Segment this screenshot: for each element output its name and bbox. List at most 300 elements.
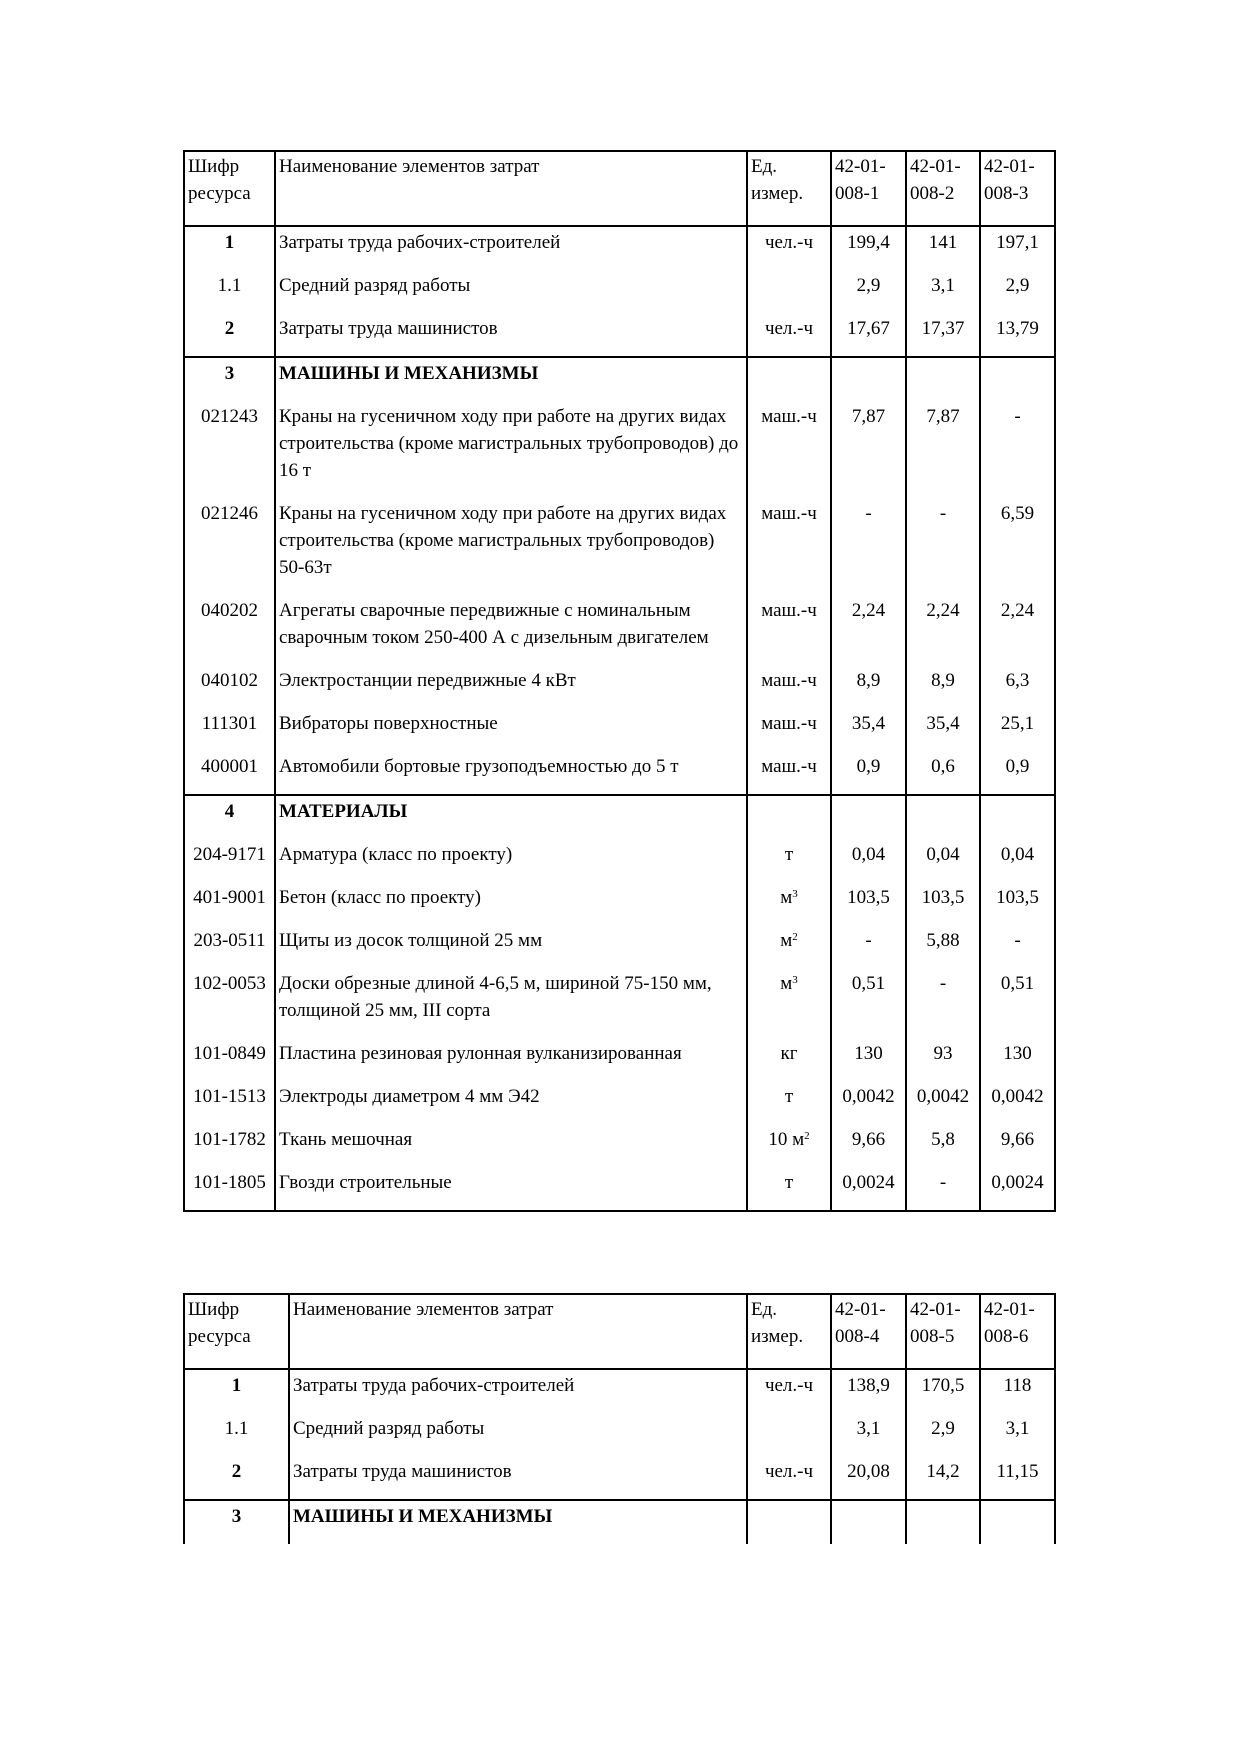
cost-name-cell-text: Затраты труда рабочих-строителей — [293, 1375, 575, 1396]
cost-name-cell — [275, 1167, 747, 1211]
unit-cell-text: маш.-ч — [761, 600, 817, 621]
table-row — [184, 1124, 1055, 1167]
cost-name-cell — [275, 925, 747, 968]
norm-value-cell — [980, 357, 1055, 401]
header-line: 008-5 — [910, 1326, 955, 1347]
resource-code-cell-text: 2 — [231, 1461, 242, 1482]
norm-value-cell-text: 141 — [928, 232, 958, 253]
resource-code-cell — [184, 313, 275, 357]
norm-value-cell-text: 118 — [1003, 1375, 1032, 1396]
norm-value-cell — [980, 708, 1055, 751]
norm-value-cell-text: 6,3 — [1005, 670, 1030, 691]
resource-code-cell-text: 040202 — [201, 600, 258, 621]
unit-cell — [747, 595, 831, 665]
norm-value-cell — [831, 751, 906, 795]
header-line: Шифр — [188, 156, 240, 177]
norm-value-cell-text: 9,66 — [851, 1129, 886, 1150]
norm-value-cell — [906, 1500, 980, 1544]
norm-value-cell-text: 0,0024 — [991, 1172, 1044, 1193]
resource-code-cell — [184, 357, 275, 401]
norm-value-cell — [831, 595, 906, 665]
norm-value-cell — [831, 1500, 906, 1544]
resource-code-cell-text: 4 — [224, 801, 235, 822]
norm-value-cell-text: 14,2 — [926, 1461, 960, 1482]
resource-code-cell-text: 401-9001 — [193, 887, 266, 908]
cost-name-cell-text: МАШИНЫ И МЕХАНИЗМЫ — [279, 363, 539, 384]
resource-code-cell — [184, 401, 275, 498]
resource-code-cell-text: 040102 — [201, 670, 258, 691]
unit-superscript: 3 — [792, 974, 798, 986]
unit-cell — [747, 313, 831, 357]
resource-code-cell — [184, 1167, 275, 1211]
cost-name-cell-text: Автомобили бортовые грузоподъемностью до 5 т — [279, 756, 679, 777]
resource-code-cell-text: 1.1 — [224, 1418, 249, 1439]
header-norm-b — [906, 151, 980, 226]
norm-value-cell — [831, 1167, 906, 1211]
cost-name-cell-text: Бетон (класс по проекту) — [279, 887, 482, 908]
norm-value-cell-text: 5,88 — [926, 930, 960, 951]
norm-value-cell — [980, 968, 1055, 1038]
norm-value-cell-text: 7,87 — [926, 406, 960, 427]
norm-value-cell-text: 35,4 — [926, 713, 960, 734]
resource-code-cell-text: 111301 — [201, 713, 258, 734]
unit-cell-text: м — [780, 930, 793, 951]
table-1-body — [184, 151, 1055, 1211]
norm-value-cell-text: 0,0042 — [991, 1086, 1044, 1107]
header-line: 42-01- — [910, 1299, 961, 1320]
cost-name-cell-text: МАТЕРИАЛЫ — [279, 801, 408, 822]
resource-code-cell — [184, 595, 275, 665]
table-row — [184, 1413, 1055, 1456]
header-cost-name — [289, 1294, 747, 1369]
unit-cell — [747, 1038, 831, 1081]
resource-code-cell-text: 2 — [224, 318, 235, 339]
norm-value-cell-text: 3,1 — [931, 275, 955, 296]
cost-name-cell-text: Щиты из досок толщиной 25 мм — [279, 930, 543, 951]
norm-value-cell — [980, 751, 1055, 795]
norm-value-cell — [906, 665, 980, 708]
norm-value-cell-text: 2,24 — [926, 600, 960, 621]
norm-value-cell — [906, 595, 980, 665]
norm-value-cell-text: 2,24 — [1000, 600, 1035, 621]
norm-value-cell — [906, 1456, 980, 1500]
unit-superscript: 2 — [792, 931, 798, 943]
table-row — [184, 882, 1055, 925]
table-row — [184, 839, 1055, 882]
resource-code-cell — [184, 1369, 289, 1413]
unit-cell — [747, 1500, 831, 1544]
header-line: ресурса — [188, 183, 251, 204]
unit-cell — [747, 1081, 831, 1124]
resource-code-cell — [184, 1124, 275, 1167]
unit-cell-text: чел.-ч — [764, 1461, 814, 1482]
header-line: 008-4 — [835, 1326, 880, 1347]
unit-cell — [747, 795, 831, 839]
norm-value-cell-text: 8,9 — [931, 670, 955, 691]
norm-value-cell-text: 5,8 — [931, 1129, 955, 1150]
cost-name-cell — [275, 270, 747, 313]
resource-code-cell-text: 021246 — [201, 503, 258, 524]
header-line: 42-01- — [910, 156, 961, 177]
norm-value-cell-text: 17,67 — [847, 318, 890, 339]
norm-value-cell-text: - — [939, 503, 947, 524]
table-row — [184, 795, 1055, 839]
norm-value-cell-text: 0,0024 — [842, 1172, 895, 1193]
cost-name-cell-text: Пластина резиновая рулонная вулканизированная — [279, 1043, 682, 1064]
resource-code-cell-text: 021243 — [201, 406, 258, 427]
norm-value-cell — [906, 1038, 980, 1081]
norm-value-cell-text: 0,51 — [1000, 973, 1035, 994]
resource-code-cell-text: 101-0849 — [193, 1043, 266, 1064]
norm-value-cell — [906, 498, 980, 595]
resource-code-cell — [184, 1500, 289, 1544]
header-line: измер. — [751, 1326, 804, 1347]
cost-name-cell — [275, 968, 747, 1038]
header-unit — [747, 1294, 831, 1369]
resource-code-cell — [184, 1081, 275, 1124]
header-line: измер. — [751, 183, 804, 204]
norm-value-cell — [980, 1081, 1055, 1124]
cost-name-cell — [275, 1081, 747, 1124]
resource-code-cell — [184, 1038, 275, 1081]
header-norm-c — [980, 151, 1055, 226]
cost-name-cell — [275, 226, 747, 270]
unit-cell-text: кг — [780, 1043, 798, 1064]
norm-value-cell — [906, 313, 980, 357]
norm-value-cell-text: 0,9 — [856, 756, 881, 777]
unit-cell-text: т — [784, 1172, 794, 1193]
norm-value-cell-text: 170,5 — [921, 1375, 965, 1396]
unit-superscript: 3 — [792, 888, 798, 900]
table-row — [184, 357, 1055, 401]
norm-value-cell — [980, 1369, 1055, 1413]
cost-name-cell-text: Средний разряд работы — [293, 1418, 485, 1439]
norm-value-cell — [906, 1369, 980, 1413]
cost-name-cell — [275, 401, 747, 498]
norm-value-cell — [831, 968, 906, 1038]
norm-value-cell — [906, 1167, 980, 1211]
norm-value-cell-text: 3,1 — [1005, 1418, 1030, 1439]
norm-value-cell-text: 0,0042 — [842, 1086, 895, 1107]
norm-value-cell — [831, 1456, 906, 1500]
resource-code-cell — [184, 226, 275, 270]
header-line: 42-01- — [835, 156, 886, 177]
resource-code-cell-text: 3 — [224, 363, 235, 384]
norm-value-cell — [980, 1500, 1055, 1544]
norm-value-cell-text: - — [939, 973, 947, 994]
unit-cell — [747, 498, 831, 595]
table-row — [184, 1456, 1055, 1500]
cost-name-cell — [289, 1369, 747, 1413]
resource-code-cell — [184, 751, 275, 795]
resource-code-cell-text: 1 — [231, 1375, 242, 1396]
unit-cell — [747, 968, 831, 1038]
unit-cell-text: маш.-ч — [761, 756, 817, 777]
norm-value-cell-text: 20,08 — [847, 1461, 890, 1482]
norm-value-cell — [980, 226, 1055, 270]
cost-name-cell-text: Вибраторы поверхностные — [279, 713, 498, 734]
resource-code-cell-text: 1 — [224, 232, 235, 253]
table-row — [184, 226, 1055, 270]
norm-value-cell-text: 2,9 — [1005, 275, 1030, 296]
cost-name-cell-text: Агрегаты сварочные передвижные с номинальным сварочным током 250-400 А с дизельным двигателем — [279, 600, 709, 648]
unit-cell-text: маш.-ч — [761, 670, 817, 691]
cost-name-cell — [275, 708, 747, 751]
norm-value-cell — [980, 270, 1055, 313]
unit-cell-text: маш.-ч — [761, 406, 817, 427]
cost-name-cell-text: Краны на гусеничном ходу при работе на других видах строительства (кроме магистральных трубопроводов) до 16 т — [279, 406, 739, 481]
norm-value-cell — [980, 1456, 1055, 1500]
header-cost-name — [275, 151, 747, 226]
norm-value-cell — [906, 968, 980, 1038]
cost-name-cell-text: Гвозди строительные — [279, 1172, 452, 1193]
norm-value-cell — [906, 882, 980, 925]
unit-cell — [747, 357, 831, 401]
cost-name-cell-text: Затраты труда рабочих-строителей — [279, 232, 561, 253]
norm-value-cell-text: 0,9 — [1005, 756, 1030, 777]
norm-value-cell — [831, 925, 906, 968]
norm-value-cell-text: 2,9 — [856, 275, 881, 296]
norm-value-cell — [980, 882, 1055, 925]
table-row — [184, 1081, 1055, 1124]
resource-code-cell — [184, 839, 275, 882]
norm-value-cell-text: 25,1 — [1000, 713, 1035, 734]
unit-cell — [747, 270, 831, 313]
norm-value-cell-text: - — [939, 1172, 947, 1193]
cost-name-cell — [289, 1500, 747, 1544]
header-line: Ед. — [751, 156, 778, 177]
norm-value-cell — [831, 357, 906, 401]
table-row — [184, 401, 1055, 498]
resource-code-cell-text: 101-1513 — [193, 1086, 266, 1107]
norm-value-cell — [831, 1081, 906, 1124]
norm-value-cell — [980, 498, 1055, 595]
norm-value-cell — [906, 226, 980, 270]
cost-name-cell — [275, 313, 747, 357]
norm-value-cell — [831, 401, 906, 498]
norm-value-cell — [980, 925, 1055, 968]
cost-name-cell-text: Электростанции передвижные 4 кВт — [279, 670, 576, 691]
cost-name-cell — [275, 498, 747, 595]
table-row — [184, 1500, 1055, 1544]
header-line: ресурса — [188, 1326, 251, 1347]
cost-name-cell-text: Средний разряд работы — [279, 275, 471, 296]
resource-code-cell — [184, 795, 275, 839]
norm-value-cell — [906, 839, 980, 882]
header-row — [184, 151, 1055, 226]
unit-cell — [747, 1456, 831, 1500]
unit-cell-text: чел.-ч — [764, 1375, 814, 1396]
norm-value-cell-text: 8,9 — [856, 670, 881, 691]
norm-value-cell — [906, 1124, 980, 1167]
cost-name-cell — [275, 795, 747, 839]
norm-value-cell — [980, 1167, 1055, 1211]
norm-value-cell-text: 17,37 — [921, 318, 965, 339]
norm-value-cell — [831, 795, 906, 839]
unit-cell — [747, 1124, 831, 1167]
header-line: 008-3 — [984, 183, 1029, 204]
header-line: Наименование элементов затрат — [279, 156, 540, 177]
header-unit — [747, 151, 831, 226]
norm-value-cell — [831, 839, 906, 882]
cost-name-cell — [275, 357, 747, 401]
norm-value-cell-text: 0,04 — [926, 844, 960, 865]
unit-cell — [747, 1369, 831, 1413]
norm-value-cell — [906, 708, 980, 751]
header-norm-b — [906, 1294, 980, 1369]
norm-value-cell — [831, 1413, 906, 1456]
unit-cell-text: чел.-ч — [764, 318, 814, 339]
unit-cell-text: маш.-ч — [761, 713, 817, 734]
header-line: Шифр — [188, 1299, 240, 1320]
unit-cell-text: т — [784, 844, 794, 865]
cost-name-cell-text: Электроды диаметром 4 мм Э42 — [279, 1086, 540, 1107]
norm-value-cell — [906, 795, 980, 839]
table-row — [184, 313, 1055, 357]
unit-cell — [747, 708, 831, 751]
norm-value-cell — [831, 498, 906, 595]
norm-value-cell-text: 35,4 — [851, 713, 886, 734]
table-row — [184, 665, 1055, 708]
norm-value-cell — [831, 1038, 906, 1081]
resource-code-cell-text: 3 — [231, 1506, 242, 1527]
table-row — [184, 751, 1055, 795]
unit-cell — [747, 839, 831, 882]
norm-value-cell — [980, 839, 1055, 882]
table-row — [184, 968, 1055, 1038]
resource-code-cell — [184, 498, 275, 595]
norm-value-cell — [980, 1413, 1055, 1456]
norm-value-cell-text: - — [865, 930, 872, 951]
header-line: 42-01- — [984, 156, 1035, 177]
norm-value-cell-text: 13,79 — [996, 318, 1039, 339]
norm-value-cell-text: - — [1014, 406, 1021, 427]
resource-code-cell — [184, 708, 275, 751]
norm-value-cell-text: 0,04 — [1000, 844, 1035, 865]
norm-value-cell-text: 2,9 — [931, 1418, 955, 1439]
unit-cell — [747, 226, 831, 270]
header-line: 008-2 — [910, 183, 955, 204]
header-norm-a — [831, 1294, 906, 1369]
unit-cell-text: маш.-ч — [761, 503, 817, 524]
cost-name-cell — [275, 1038, 747, 1081]
norm-value-cell-text: 0,6 — [931, 756, 955, 777]
norm-value-cell-text: 7,87 — [851, 406, 886, 427]
unit-cell-text: 10 м — [768, 1129, 805, 1150]
norm-value-cell-text: 103,5 — [996, 887, 1039, 908]
cost-name-cell-text: Затраты труда машинистов — [279, 318, 498, 339]
norm-value-cell — [906, 925, 980, 968]
cost-name-cell — [275, 882, 747, 925]
header-resource-code — [184, 1294, 289, 1369]
cost-name-cell — [275, 1124, 747, 1167]
resource-code-cell-text: 204-9171 — [193, 844, 266, 865]
cost-name-cell-text: МАШИНЫ И МЕХАНИЗМЫ — [293, 1506, 553, 1527]
table-row — [184, 708, 1055, 751]
unit-cell — [747, 751, 831, 795]
unit-cell — [747, 401, 831, 498]
resource-code-cell — [184, 665, 275, 708]
norm-value-cell-text: 0,04 — [851, 844, 886, 865]
norm-value-cell — [906, 401, 980, 498]
header-line: 008-1 — [835, 183, 880, 204]
resource-code-cell — [184, 1456, 289, 1500]
cost-name-cell — [275, 751, 747, 795]
cost-name-cell-text: Затраты труда машинистов — [293, 1461, 512, 1482]
unit-cell — [747, 925, 831, 968]
norm-value-cell-text: 103,5 — [921, 887, 965, 908]
resource-norm-table-1 — [183, 150, 1056, 1212]
table-row — [184, 925, 1055, 968]
cost-name-cell-text: Доски обрезные длиной 4-6,5 м, шириной 75-150 мм, толщиной 25 мм, III сорта — [279, 973, 712, 1021]
norm-value-cell — [980, 795, 1055, 839]
norm-value-cell-text: 138,9 — [847, 1375, 890, 1396]
resource-code-cell-text: 203-0511 — [193, 930, 266, 951]
norm-value-cell — [980, 1124, 1055, 1167]
unit-cell-text: чел.-ч — [764, 232, 814, 253]
norm-value-cell — [980, 401, 1055, 498]
header-line: Наименование элементов затрат — [293, 1299, 554, 1320]
norm-value-cell-text: 11,15 — [996, 1461, 1039, 1482]
norm-value-cell — [980, 313, 1055, 357]
cost-name-cell — [275, 839, 747, 882]
norm-value-cell — [831, 270, 906, 313]
table-row — [184, 1369, 1055, 1413]
table-row — [184, 1038, 1055, 1081]
norm-value-cell-text: - — [1014, 930, 1021, 951]
norm-value-cell — [906, 751, 980, 795]
table-2-body — [184, 1294, 1055, 1544]
cost-name-cell — [275, 595, 747, 665]
resource-norm-table-2 — [183, 1293, 1056, 1544]
norm-value-cell-text: 0,0042 — [916, 1086, 970, 1107]
norm-value-cell — [980, 665, 1055, 708]
unit-cell-text: м — [780, 973, 793, 994]
header-line: 42-01- — [984, 1299, 1035, 1320]
table-row — [184, 1167, 1055, 1211]
resource-code-cell-text: 101-1782 — [193, 1129, 266, 1150]
resource-code-cell — [184, 925, 275, 968]
header-line: 008-6 — [984, 1326, 1029, 1347]
norm-value-cell-text: 197,1 — [996, 232, 1039, 253]
norm-value-cell-text: 0,51 — [851, 973, 886, 994]
resource-code-cell — [184, 1413, 289, 1456]
header-norm-c — [980, 1294, 1055, 1369]
resource-code-cell — [184, 968, 275, 1038]
norm-value-cell — [906, 357, 980, 401]
cost-name-cell — [275, 665, 747, 708]
resource-code-cell-text: 101-1805 — [193, 1172, 266, 1193]
norm-value-cell — [980, 595, 1055, 665]
norm-value-cell — [906, 1413, 980, 1456]
norm-value-cell — [906, 1081, 980, 1124]
cost-name-cell-text: Краны на гусеничном ходу при работе на других видах строительства (кроме магистральных трубопроводов) 50-63т — [279, 503, 727, 578]
unit-cell — [747, 1413, 831, 1456]
unit-superscript: 2 — [804, 1130, 810, 1142]
norm-value-cell — [831, 1124, 906, 1167]
norm-value-cell — [831, 665, 906, 708]
header-row — [184, 1294, 1055, 1369]
header-line: Ед. — [751, 1299, 778, 1320]
norm-value-cell — [831, 882, 906, 925]
table-row — [184, 595, 1055, 665]
cost-name-cell-text: Ткань мешочная — [279, 1129, 413, 1150]
header-line: 42-01- — [835, 1299, 886, 1320]
table-row — [184, 498, 1055, 595]
norm-value-cell-text: 9,66 — [1000, 1129, 1035, 1150]
cost-name-cell-text: Арматура (класс по проекту) — [279, 844, 513, 865]
cost-name-cell — [289, 1413, 747, 1456]
